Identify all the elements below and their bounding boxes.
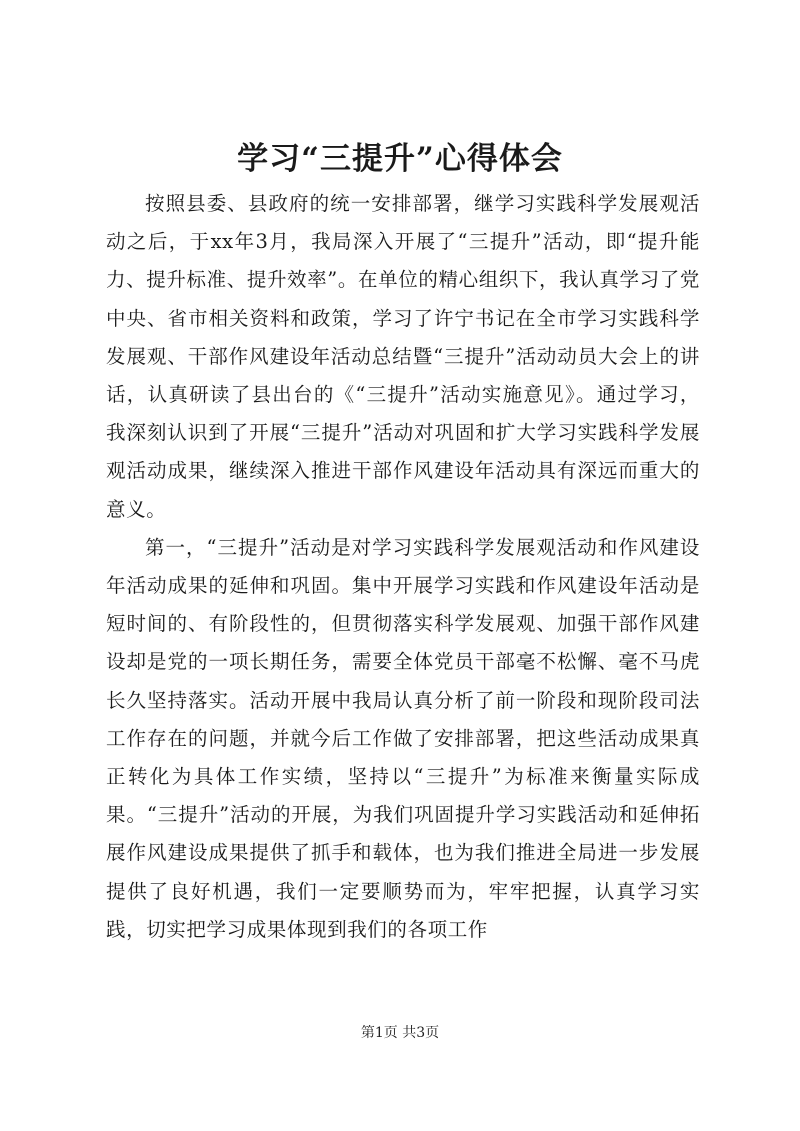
paragraph-2: 第一，“三提升”活动是对学习实践科学发展观活动和作风建设年活动成果的延伸和巩固。集中开展学习实践和作风建设年活动是短时间的、有阶段性的，但贯彻落实科学发展观、加强干部作风建设却是党的一项长期任务，需要全体党员干部毫不松懈、毫不马虎长久坚持落实。活动开展中我局认真分析了前一阶段和现阶段司法工作存在的问题，并就今后工作做了安排部署，把这些活动成果真正转化为具体工作实绩，坚持以“三提升”为标准来衡量实际成果。“三提升”活动的开展，为我们巩固提升学习实践活动和延伸拓展作风建设成果提供了抓手和载体，也为我们推进全局进一步发展提供了良好机遇，我们一定要顺势而为，牢牢把握，认真学习实践，切实把学习成果体现到我们的各项工作 <box>106 535 700 941</box>
document-title: 学习“三提升”心得体会 <box>237 141 563 177</box>
document-body <box>106 185 700 949</box>
page-footer: 第1页 共3页 <box>360 1025 440 1041</box>
paragraph-1: 按照县委、县政府的统一安排部署，继学习实践科学发展观活动之后，于xx年3月，我局深入开展了“三提升”活动，即“提升能力、提升标准、提升效率”。在单位的精心组织下，我认真学习了党中央、省市相关资料和政策，学习了许宁书记在全市学习实践科学发展观、干部作风建设年活动总结暨“三提升”活动动员大会上的讲话，认真研读了县出台的《“三提升”活动实施意见》。通过学习，我深刻认识到了开展“三提升”活动对巩固和扩大学习实践科学发展观活动成果，继续深入推进干部作风建设年活动具有深远而重大的意义。 <box>106 192 700 521</box>
